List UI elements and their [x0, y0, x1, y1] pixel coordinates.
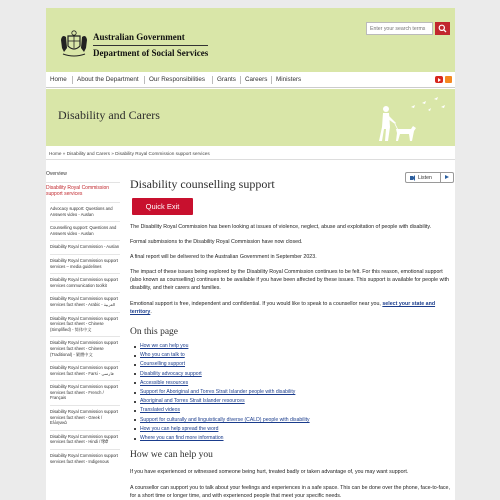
- quick-exit-button[interactable]: Quick Exit: [132, 198, 193, 215]
- sidebar-item[interactable]: Disability Royal Commission support services communication toolkit: [50, 273, 120, 292]
- sidebar-item[interactable]: Disability Royal Commission support services fact sheet - French / Français: [50, 380, 120, 405]
- nav-divider: [212, 76, 213, 84]
- search-input[interactable]: [366, 22, 433, 35]
- toc-link[interactable]: Disability advocacy support: [140, 370, 202, 377]
- toc-item: [134, 434, 454, 443]
- breadcrumb-text[interactable]: Home » Disability and Carers » Disability Royal Commission support services: [49, 151, 210, 156]
- sidebar-item[interactable]: Disability Royal Commission support services fact sheet - Farsi - فارسی: [50, 361, 120, 380]
- sidebar-item[interactable]: Disability Royal Commission support services – media guidelines: [50, 254, 120, 273]
- toc-link[interactable]: Counselling support: [140, 361, 186, 368]
- impact-paragraph: The impact of these issues being explored by the Disability Royal Commission continues to be felt. For this reason, emotional support (also known as counselling) continues to be available if you have been affected by these issues. This support is available for people with disability, and their carers and families.: [130, 269, 449, 291]
- sidebar-current-item[interactable]: Disability Royal Commission support services: [46, 182, 120, 197]
- sidebar-item[interactable]: Disability Royal Commission support services fact sheet - Chinese (Simplified) - 简体中文: [50, 312, 120, 337]
- sidebar-item[interactable]: Disability Royal Commission support services fact sheet - Arabic - العربية: [50, 292, 120, 311]
- how-we-can-help-heading: How we can help you: [130, 450, 213, 460]
- toc-link[interactable]: Where you can find more information: [140, 435, 224, 442]
- on-this-page-heading: On this page: [130, 327, 179, 337]
- sidebar-overview-link[interactable]: Overview: [46, 171, 67, 177]
- youtube-icon[interactable]: [435, 76, 443, 83]
- page-title: Disability counselling support: [130, 177, 275, 191]
- toc-item: [134, 416, 454, 425]
- person-with-dog-illustration: [356, 93, 451, 145]
- sidebar-item[interactable]: Disability Royal Commission support services fact sheet - Chinese (Traditional) - 繁體中文: [50, 336, 120, 361]
- sidebar-item[interactable]: Disability Royal Commission support services fact sheet - Greek / Ελληνικά: [50, 405, 120, 430]
- nav-grants[interactable]: Grants: [217, 76, 236, 83]
- toc-link[interactable]: Translated videos: [140, 407, 181, 414]
- nav-divider: [271, 76, 272, 84]
- nav-about-the-department[interactable]: About the Department: [77, 76, 139, 83]
- toc-item: [134, 406, 454, 415]
- toc-link[interactable]: Accessible resources: [140, 379, 189, 386]
- toc-link[interactable]: How we can help you: [140, 343, 189, 349]
- sidebar-item[interactable]: Disability Royal Commission support services fact sheet - Hindi / हिंदी: [50, 430, 120, 449]
- nav-divider: [72, 76, 73, 84]
- breadcrumb: [46, 148, 455, 160]
- sidebar-item[interactable]: Disability Royal Commission support services fact sheet - Indigenous: [50, 449, 120, 468]
- toc-item: [134, 425, 454, 434]
- department-name: Department of Social Services: [93, 45, 208, 58]
- toc-item: [134, 370, 454, 379]
- on-this-page-list: [134, 342, 454, 443]
- section-banner: [46, 89, 455, 146]
- speaker-icon: [410, 176, 413, 180]
- listen-label: Listen: [418, 175, 432, 181]
- government-logo[interactable]: [58, 28, 209, 64]
- toc-link[interactable]: Who you can talk to: [140, 352, 185, 359]
- help-paragraph-2: A counsellor can support you to talk about your feelings and experiences in a safe space. This can be done over the phone, face-to-face, for a short time or longer time, and with experienced people that meet your specific needs.: [130, 485, 450, 499]
- search-icon: [435, 22, 450, 35]
- intro-paragraph: The Disability Royal Commission has been looking at issues of violence, neglect, abuse and exploitation of people with disability.: [130, 224, 432, 230]
- rss-icon[interactable]: [445, 76, 452, 83]
- government-name: Australian Government: [93, 32, 185, 42]
- play-icon: [445, 175, 449, 179]
- toc-item: [134, 397, 454, 406]
- section-title: Disability and Carers: [58, 108, 160, 122]
- toc-link[interactable]: Support for culturally and linguistically diverse (CALD) people with disability: [140, 416, 310, 423]
- toc-item: [134, 360, 454, 369]
- site-header: [46, 8, 455, 72]
- sidebar-subnav: [50, 202, 120, 468]
- nav-divider: [240, 76, 241, 84]
- toc-link[interactable]: Support for Aboriginal and Torres Strait Islander people with disability: [140, 389, 296, 396]
- toc-item: [134, 342, 454, 351]
- select-state-link[interactable]: select your state and territory: [130, 301, 436, 315]
- final-report-paragraph: A final report will be delivered to the Australian Government in September 2023.: [130, 254, 317, 260]
- nav-divider: [144, 76, 145, 84]
- sidebar-item[interactable]: Disability Royal Commission - Auslan: [50, 240, 120, 254]
- listen-divider: [440, 173, 441, 182]
- search-button[interactable]: [435, 22, 450, 35]
- toc-link[interactable]: Aboriginal and Torres Strait Islander resources: [140, 398, 245, 405]
- emotional-support-paragraph: [130, 300, 454, 316]
- site-search: [366, 22, 451, 35]
- emotional-support-end: .: [150, 309, 152, 315]
- toc-item: [134, 379, 454, 388]
- emotional-support-text: Emotional support is free, independent and confidential. If you would like to speak to a counsellor near you,: [130, 301, 383, 307]
- help-paragraph-1: If you have experienced or witnessed someone being hurt, treated badly or taken advantage of, you may want support.: [130, 469, 409, 475]
- sidebar-item[interactable]: Advocacy support: Questions and Answers video - Auslan: [50, 202, 120, 221]
- nav-careers[interactable]: Careers: [245, 76, 268, 83]
- sidebar-item[interactable]: Counselling support: Questions and Answers video - Auslan: [50, 221, 120, 240]
- coat-of-arms-icon: [58, 28, 90, 60]
- submissions-paragraph: Formal submissions to the Disability Royal Commission have now closed.: [130, 239, 303, 245]
- toc-item: [134, 388, 454, 397]
- toc-link[interactable]: How you can help spread the word: [140, 425, 219, 432]
- toc-item: [134, 351, 454, 360]
- page: [46, 8, 455, 500]
- nav-home[interactable]: Home: [50, 76, 67, 83]
- listen-button[interactable]: [405, 172, 454, 183]
- nav-our-responsibilities[interactable]: Our Responsibilities: [149, 76, 205, 83]
- main-navigation: [46, 72, 455, 88]
- nav-ministers[interactable]: Ministers: [276, 76, 302, 83]
